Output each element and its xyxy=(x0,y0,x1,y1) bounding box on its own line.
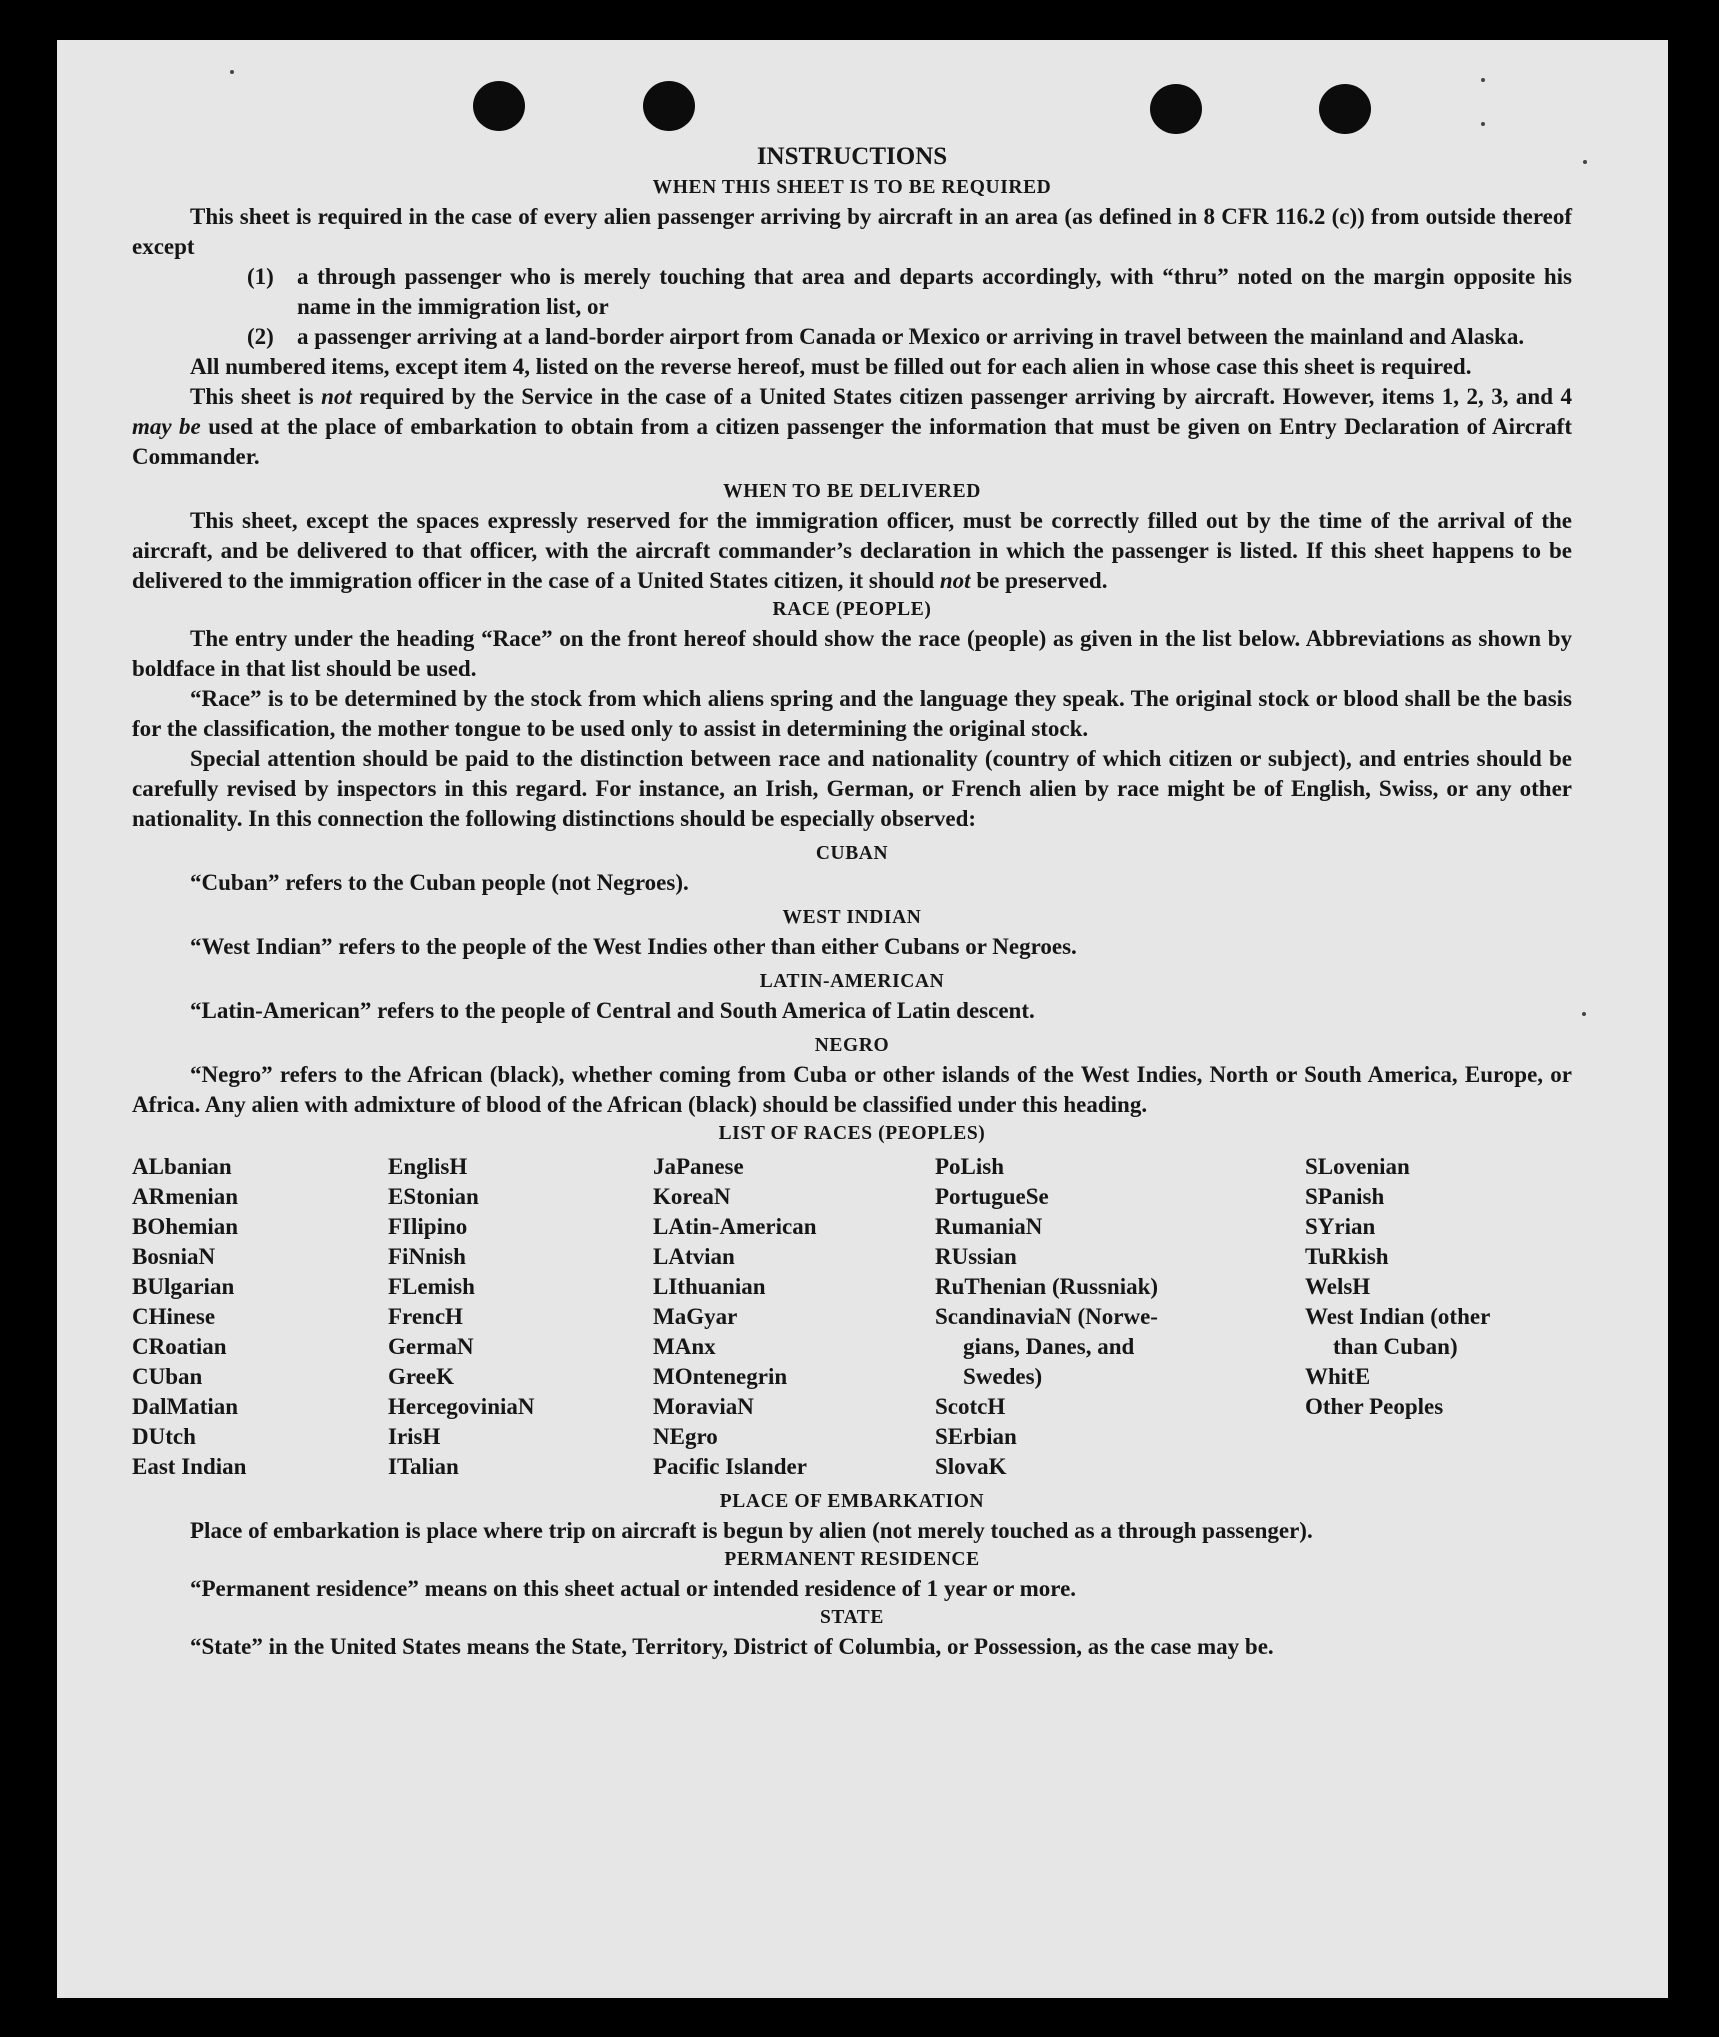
race-entry-continuation: than Cuban) xyxy=(1333,1334,1458,1359)
paragraph-race-3: Special attention should be paid to the distinction between race and nationality (country of which citizen or subject), and entries should be carefully revised by inspectors in this regard. For instance, an Irish, German, or French alien by race might be of English, Swiss, or any other nationality. In this connection the following distinctions should be especially observed: xyxy=(132,746,1572,831)
document-sheet xyxy=(57,40,1668,1998)
emphasis-not: not xyxy=(939,568,971,593)
race-entry: MaGyar xyxy=(653,1304,738,1329)
race-entry: WhitE xyxy=(1305,1364,1371,1389)
paragraph-numbered-items: All numbered items, except item 4, listed on the reverse hereof, must be filled out for each alien in whose case this sheet is required. xyxy=(190,354,1472,379)
emphasis-may-be: may be xyxy=(132,414,201,439)
race-entry: PoLish xyxy=(935,1154,1005,1179)
race-entry: CUban xyxy=(132,1364,203,1389)
speck xyxy=(1481,78,1485,82)
race-entry: MAnx xyxy=(653,1334,716,1359)
exception-item xyxy=(132,322,1572,352)
punch-hole xyxy=(1150,84,1202,134)
race-column xyxy=(653,1152,935,1482)
text-run: required by the Service in the case of a United States citizen passenger arriving by aircraft. However, items 1, 2, 3, and 4 xyxy=(351,384,1572,409)
race-entry: BUlgarian xyxy=(132,1274,235,1299)
race-entry: GermaN xyxy=(388,1334,474,1359)
race-entry: SlovaK xyxy=(935,1454,1007,1479)
heading-state: STATE xyxy=(819,1607,885,1628)
punch-hole xyxy=(473,81,525,131)
race-entry: TuRkish xyxy=(1305,1244,1389,1269)
heading-latin-american: LATIN-AMERICAN xyxy=(759,971,945,992)
race-entry: Pacific Islander xyxy=(653,1454,807,1479)
race-entry: GreeK xyxy=(388,1364,454,1389)
race-column xyxy=(388,1152,653,1482)
text-run: This sheet, except the spaces expressly reserved for the immigration officer, must be correctly filled out by the time of the arrival of the aircraft, and be delivered to that officer, with the aircraft commander’s declaration in which the passenger is listed. If this sheet happens to be delivered to the immigration officer in the case of a United States citizen, it should xyxy=(132,508,1572,593)
race-entry: DalMatian xyxy=(132,1394,239,1419)
exception-item xyxy=(132,262,1572,322)
race-entry: ScotcH xyxy=(935,1394,1006,1419)
race-entry: Other Peoples xyxy=(1305,1394,1444,1419)
race-entry: BosniaN xyxy=(132,1244,216,1269)
race-entry: MOntenegrin xyxy=(653,1364,788,1389)
heading-when-delivered: WHEN TO BE DELIVERED xyxy=(723,481,981,502)
race-entry: RUssian xyxy=(935,1244,1017,1269)
race-entry: SPanish xyxy=(1305,1184,1385,1209)
instructions-body xyxy=(132,140,1572,1662)
paragraph-required-intro: This sheet is required in the case of every alien passenger arriving by aircraft in an area (as defined in 8 CFR 116.2 (c)) from outside thereof except xyxy=(132,204,1572,259)
race-entry-continuation: gians, Danes, and xyxy=(963,1334,1135,1359)
paragraph-west-indian: “West Indian” refers to the people of the West Indies other than either Cubans or Negroes. xyxy=(190,934,1077,959)
race-entry: IrisH xyxy=(388,1424,441,1449)
race-column xyxy=(132,1152,388,1482)
emphasis-not: not xyxy=(321,384,352,409)
race-entry: JaPanese xyxy=(653,1154,744,1179)
race-entry: BOhemian xyxy=(132,1214,239,1239)
race-entry: MoraviaN xyxy=(653,1394,754,1419)
race-entry: SErbian xyxy=(935,1424,1017,1449)
race-entry: FLemish xyxy=(388,1274,475,1299)
paragraph-cuban: “Cuban” refers to the Cuban people (not Negroes). xyxy=(190,870,689,895)
race-entry: East Indian xyxy=(132,1454,247,1479)
race-entry: CRoatian xyxy=(132,1334,227,1359)
speck xyxy=(1481,122,1485,126)
exception-text: a passenger arriving at a land-border airport from Canada or Mexico or arriving in travel between the mainland and Alaska. xyxy=(297,324,1525,349)
exception-number: (2) xyxy=(247,324,274,349)
race-entry: ITalian xyxy=(388,1454,459,1479)
text-run: This sheet is xyxy=(190,384,322,409)
speck xyxy=(230,70,234,74)
paragraph-state: “State” in the United States means the State, Territory, District of Columbia, or Possession, as the case may be. xyxy=(190,1634,1274,1659)
race-entry: KoreaN xyxy=(653,1184,731,1209)
exception-number: (1) xyxy=(247,264,274,289)
exception-text: a through passenger who is merely touching that area and departs accordingly, with “thru” noted on the margin opposite his name in the immigration list, or xyxy=(297,264,1572,319)
race-entry: WelsH xyxy=(1305,1274,1371,1299)
race-column xyxy=(935,1152,1305,1482)
paragraph-race-2: “Race” is to be determined by the stock from which aliens spring and the language they speak. The original stock or blood shall be the basis for the classification, the mother tongue to be used only to assist in determining the original stock. xyxy=(132,686,1572,741)
paragraph-citizen xyxy=(132,382,1572,472)
heading-west-indian: WEST INDIAN xyxy=(782,907,922,928)
race-entry: LAtvian xyxy=(653,1244,735,1269)
heading-cuban: CUBAN xyxy=(815,843,889,864)
punch-hole xyxy=(1319,84,1371,134)
paragraph-latin-american: “Latin-American” refers to the people of Central and South America of Latin descent. xyxy=(190,998,1035,1023)
race-entry: ScandinaviaN (Norwe- xyxy=(935,1304,1158,1329)
paragraph-race-1: The entry under the heading “Race” on the front hereof should show the race (people) as given in the list below. Abbreviations as shown by boldface in that list should be used. xyxy=(132,626,1572,681)
race-entry: RuThenian (Russniak) xyxy=(935,1274,1159,1299)
race-list xyxy=(132,1152,1572,1482)
race-entry: ARmenian xyxy=(132,1184,239,1209)
race-entry: FrencH xyxy=(388,1304,463,1329)
race-entry: DUtch xyxy=(132,1424,196,1449)
heading-list-of-races: LIST OF RACES (PEOPLES) xyxy=(718,1123,986,1144)
race-entry-continuation: Swedes) xyxy=(963,1364,1043,1389)
page-title: INSTRUCTIONS xyxy=(756,143,948,170)
paragraph-delivered xyxy=(132,506,1572,596)
heading-permanent-residence: PERMANENT RESIDENCE xyxy=(724,1549,980,1570)
race-entry: LAtin-American xyxy=(653,1214,817,1239)
paragraph-permanent-residence: “Permanent residence” means on this sheet actual or intended residence of 1 year or more. xyxy=(190,1576,1077,1601)
speck xyxy=(1583,160,1587,164)
paragraph-negro: “Negro” refers to the African (black), whether coming from Cuba or other islands of the West Indies, North or South America, Europe, or Africa. Any alien with admixture of blood of the African (black) should be classified under this heading. xyxy=(132,1062,1572,1117)
race-entry: EStonian xyxy=(388,1184,479,1209)
race-entry: FiNnish xyxy=(388,1244,466,1269)
speck xyxy=(1582,1012,1586,1016)
heading-when-required: WHEN THIS SHEET IS TO BE REQUIRED xyxy=(652,177,1052,198)
race-entry: HercegoviniaN xyxy=(388,1394,535,1419)
race-entry: West Indian (other xyxy=(1305,1304,1491,1329)
race-entry: RumaniaN xyxy=(935,1214,1043,1239)
paragraph-place-of-embarkation: Place of embarkation is place where trip on aircraft is begun by alien (not merely touched as a through passenger). xyxy=(190,1518,1313,1543)
race-column xyxy=(1305,1152,1572,1482)
heading-place-of-embarkation: PLACE OF EMBARKATION xyxy=(719,1491,985,1512)
heading-negro: NEGRO xyxy=(814,1035,890,1056)
text-run: used at the place of embarkation to obtain from a citizen passenger the information that must be given on Entry Declaration of Aircraft Commander. xyxy=(132,414,1572,469)
text-run: be preserved. xyxy=(970,568,1108,593)
race-entry: SLovenian xyxy=(1305,1154,1410,1179)
race-entry: PortugueSe xyxy=(935,1184,1049,1209)
punch-hole xyxy=(643,81,695,131)
race-entry: NEgro xyxy=(653,1424,718,1449)
race-entry: EnglisH xyxy=(388,1154,468,1179)
heading-race: RACE (PEOPLE) xyxy=(772,599,932,620)
race-entry: ALbanian xyxy=(132,1154,232,1179)
race-entry: SYrian xyxy=(1305,1214,1376,1239)
race-entry: CHinese xyxy=(132,1304,216,1329)
race-entry: LIthuanian xyxy=(653,1274,766,1299)
race-entry: FIlipino xyxy=(388,1214,468,1239)
